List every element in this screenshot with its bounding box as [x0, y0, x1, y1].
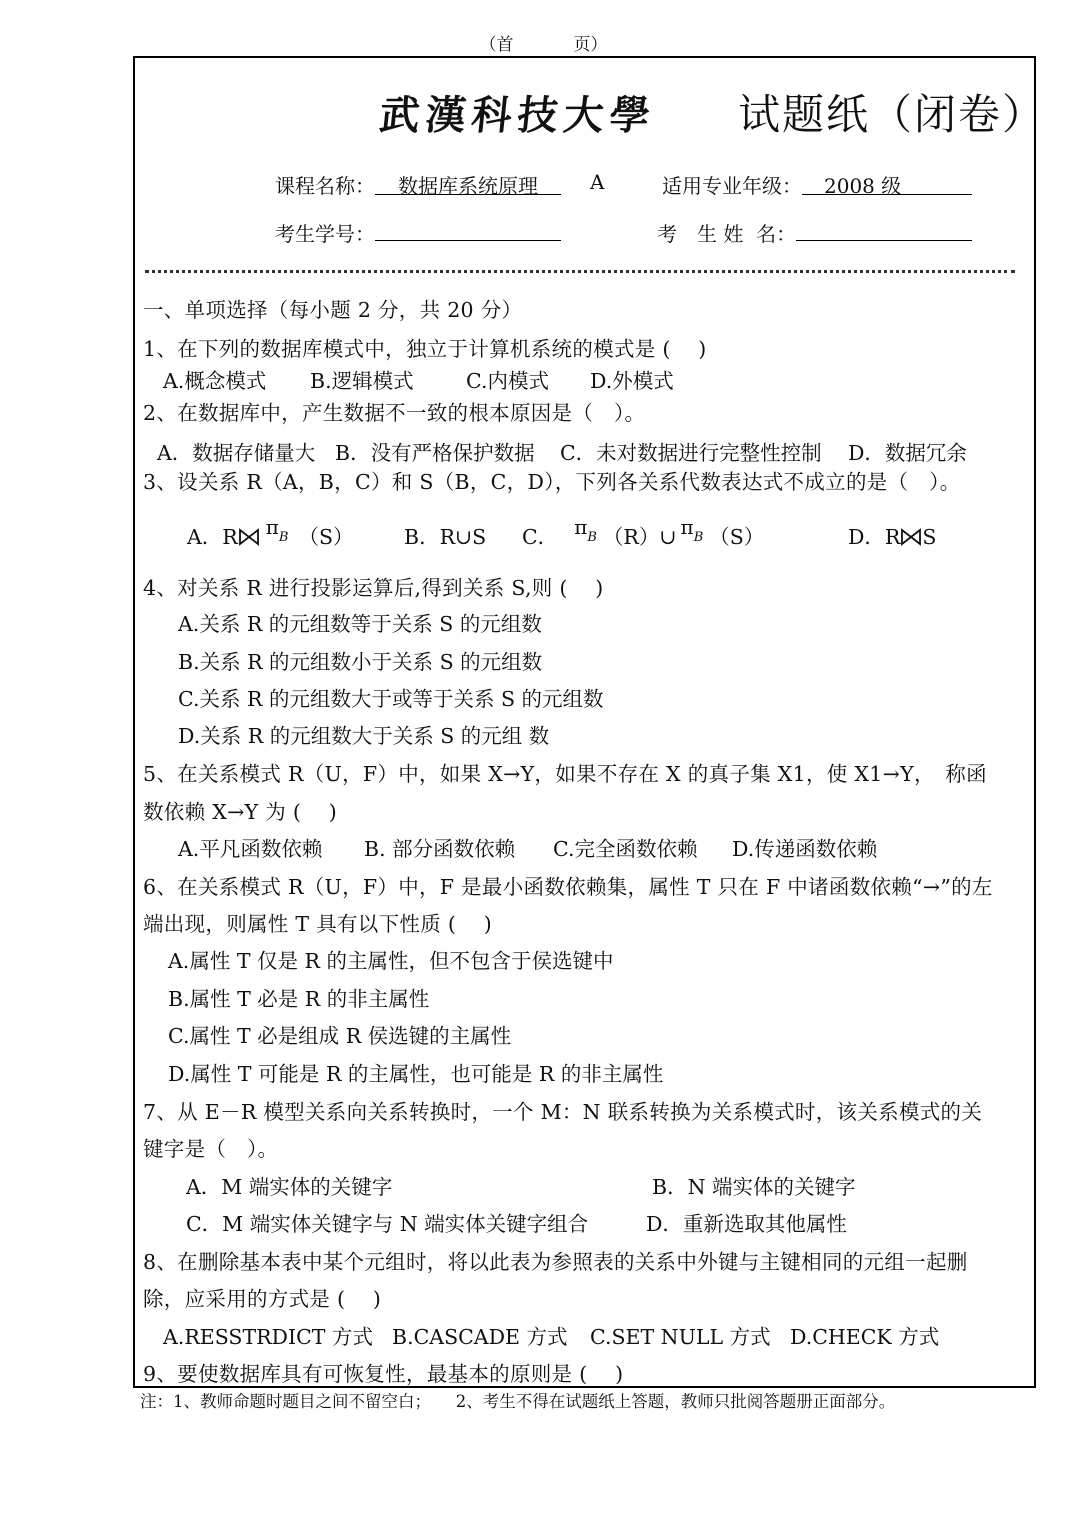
q3-a-suffix: （S） [298, 525, 354, 549]
q7-option-c: C．M 端实体关键字与 N 端实体关键字组合 [186, 1212, 589, 1236]
q8-stem-line1: 8、在删除基本表中某个元组时，将以此表为参照表的关系中外键与主键相同的元组一起删 [143, 1250, 968, 1274]
q4-option-d: D.关系 R 的元组数大于关系 S 的元组 数 [178, 724, 550, 748]
q7-option-b: B．N 端实体的关键字 [652, 1175, 856, 1199]
student-id-field[interactable] [375, 216, 561, 241]
q2-option-b: B．没有严格保护数据 [335, 441, 535, 465]
q3-c-sub2: B [693, 530, 704, 546]
q6-option-d: D.属性 T 可能是 R 的主属性，也可能是 R 的非主属性 [168, 1062, 664, 1086]
q8-option-c: C.SET NULL 方式 [590, 1325, 771, 1349]
natural-join-icon [238, 528, 260, 546]
q3-d-suffix: S [922, 525, 937, 549]
course-version: A [590, 170, 605, 194]
natural-join-icon [900, 528, 922, 546]
q2-option-d: D．数据冗余 [848, 441, 967, 465]
q3-d-prefix: D．R [848, 525, 901, 549]
q3-option-d [848, 520, 936, 550]
footer-note: 注：1、教师命题时题目之间不留空白； 2、考生不得在试题纸上答题，教师只批阅答题册正面部分。 [140, 1392, 896, 1411]
q3-c-suffix: （S） [709, 525, 765, 549]
major-row [662, 170, 972, 199]
page-header-right: 页） [573, 35, 608, 55]
q3-c-pi2: π [680, 515, 694, 539]
q7-stem-line2: 键字是（ ）。 [143, 1137, 279, 1161]
q1-option-b: B.逻辑模式 [310, 369, 414, 393]
q4-option-a: A.关系 R 的元组数等于关系 S 的元组数 [178, 612, 542, 636]
q5-option-a: A.平凡函数依赖 [178, 837, 323, 861]
course-row [275, 170, 561, 199]
major-value-text: 2008 级 [824, 174, 902, 198]
q7-option-a: A．M 端实体的关键字 [186, 1175, 393, 1199]
course-value: 数据库系统原理 [375, 170, 561, 195]
q6-stem-line1: 6、在关系模式 R（U，F）中，F 是最小函数依赖集，属性 T 只在 F 中诸函数依赖“→”的左 [143, 875, 993, 899]
page-header [0, 30, 1087, 55]
q3-c-sub: B [587, 530, 597, 546]
q7-option-d: D．重新选取其他属性 [646, 1212, 847, 1236]
q1-stem: 1、在下列的数据库模式中，独立于计算机系统的模式是 ( ) [143, 337, 707, 361]
q6-option-a: A.属性 T 仅是 R 的主属性，但不包含于侯选键中 [168, 949, 614, 973]
q6-stem-line2: 端出现，则属性 T 具有以下性质 ( ) [143, 912, 493, 936]
major-value [802, 170, 972, 198]
q5-option-c: C.完全函数依赖 [553, 837, 698, 861]
student-id-label: 考生学号： [275, 222, 375, 246]
page-header-left: （首 [479, 35, 514, 55]
q3-option-a [187, 515, 354, 553]
q8-stem-line2: 除，应采用的方式是 ( ) [143, 1287, 382, 1311]
q8-option-b: B.CASCADE 方式 [392, 1325, 568, 1349]
school-logo-text: 武漢科技大學 [377, 93, 659, 139]
q3-a-prefix: A．R [187, 525, 238, 549]
section-title: 一、单项选择（每小题 2 分，共 20 分） [143, 298, 523, 322]
q8-option-d: D.CHECK 方式 [790, 1325, 940, 1349]
q3-c-mid: （R）∪ [602, 525, 677, 549]
q8-option-a: A.RESSTRDICT 方式 [163, 1325, 373, 1349]
q5-stem-line1: 5、在关系模式 R（U，F）中，如果 X→Y，如果不存在 X 的真子集 X1，使 X1→Y， 称函 [143, 762, 987, 786]
q6-option-c: C.属性 T 必是组成 R 侯选键的主属性 [168, 1024, 512, 1048]
q3-c-prefix: C． [522, 525, 559, 549]
q2-option-c: C．未对数据进行完整性控制 [560, 441, 822, 465]
q3-a-pi: π [265, 515, 279, 539]
q4-option-c: C.关系 R 的元组数大于或等于关系 S 的元组数 [178, 687, 604, 711]
q1-option-a: A.概念模式 [163, 369, 267, 393]
q9-stem: 9、要使数据库具有可恢复性，最基本的原则是 ( ) [143, 1362, 624, 1386]
course-label: 课程名称： [275, 174, 375, 198]
q2-stem: 2、在数据库中，产生数据不一致的根本原因是（ ）。 [143, 401, 646, 425]
q2-option-a: A．数据存储量大 [157, 441, 316, 465]
student-name-label: 考 生 姓 名： [657, 222, 797, 246]
q5-option-b: B. 部分函数依赖 [364, 837, 516, 861]
paper-title: 试题纸（闭卷） [738, 90, 1047, 139]
q4-stem: 4、对关系 R 进行投影运算后,得到关系 S,则 ( ) [143, 576, 604, 600]
q6-option-b: B.属性 T 必是 R 的非主属性 [168, 987, 430, 1011]
q3-option-c [522, 515, 765, 553]
q3-option-b: B．R∪S [404, 525, 487, 549]
q5-stem-line2: 数依赖 X→Y 为 ( ) [143, 800, 338, 824]
q3-stem: 3、设关系 R（A，B，C）和 S（B，C，D），下列各关系代数表达式不成立的是（ ）。 [143, 470, 961, 494]
q4-option-b: B.关系 R 的元组数小于关系 S 的元组数 [178, 650, 543, 674]
q1-option-d: D.外模式 [590, 369, 674, 393]
cut-line [145, 254, 1015, 273]
q1-option-c: C.内模式 [466, 369, 549, 393]
q3-c-pi: π [574, 515, 588, 539]
student-name-field[interactable] [796, 216, 972, 241]
q5-option-d: D.传递函数依赖 [732, 837, 878, 861]
student-name-row [657, 216, 972, 247]
student-id-row [275, 216, 561, 247]
q7-stem-line1: 7、从 E－R 模型关系向关系转换时，一个 M：N 联系转换为关系模式时，该关系模式的关 [143, 1100, 983, 1124]
q3-a-sub: B [278, 530, 289, 546]
major-label: 适用专业年级： [662, 174, 802, 198]
